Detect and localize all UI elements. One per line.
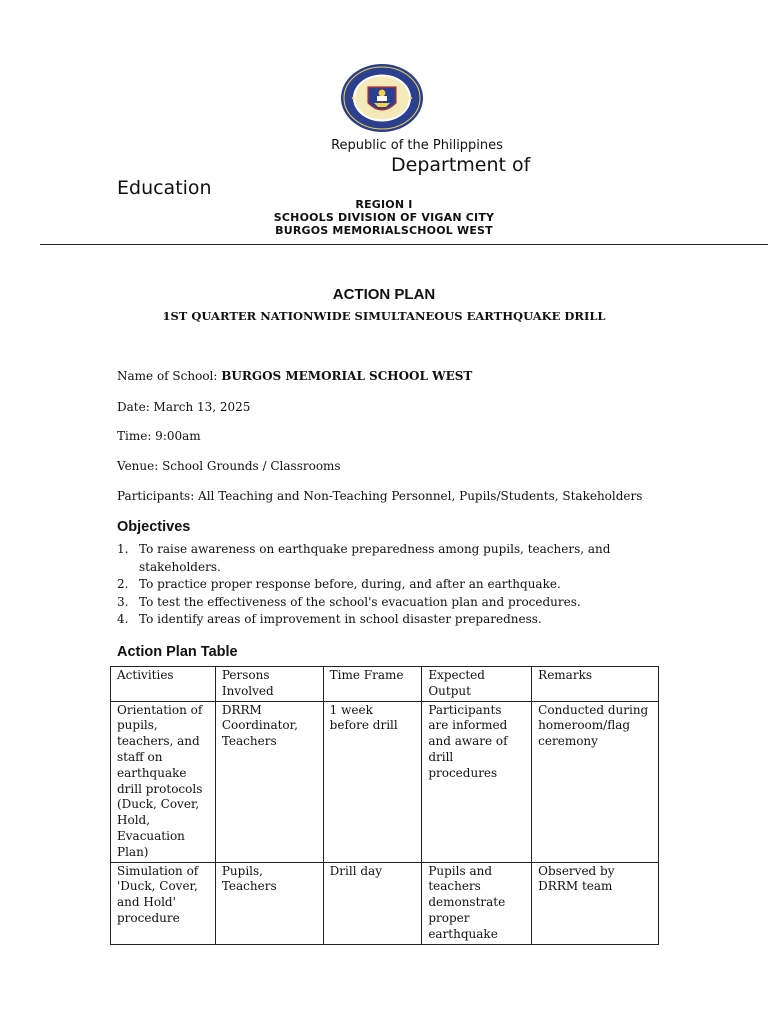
document-subtitle: 1ST QUARTER NATIONWIDE SIMULTANEOUS EARTHQUAKE DRILL	[162, 309, 606, 323]
school-name-field	[117, 369, 472, 383]
action-plan-table	[110, 666, 659, 945]
school-name-value: BURGOS MEMORIAL SCHOOL WEST	[221, 369, 473, 383]
department-heading-line2: Education	[117, 177, 212, 199]
objective-text: To identify areas of improvement in school disaster preparedness.	[139, 612, 542, 626]
list-item: 2. To practice proper response before, during, and after an earthquake.	[117, 577, 561, 591]
column-header-activities: Activities	[111, 667, 216, 702]
list-item: 4. To identify areas of improvement in school disaster preparedness.	[117, 612, 542, 626]
table-cell: DRRM Coordinator, Teachers	[215, 701, 323, 862]
table-cell: Pupils, Teachers	[215, 862, 323, 944]
table-cell: Participants are informed and aware of drill procedures	[422, 701, 532, 862]
school-line: BURGOS MEMORIALSCHOOL WEST	[275, 224, 493, 237]
table-cell: Drill day	[323, 862, 422, 944]
objectives-list	[117, 541, 657, 629]
column-header-time-frame: Time Frame	[323, 667, 422, 702]
time-field: Time: 9:00am	[117, 429, 201, 443]
participants-field: Participants: All Teaching and Non-Teaching Personnel, Pupils/Students, Stakeholders	[117, 489, 643, 503]
objective-text: To practice proper response before, during, and after an earthquake.	[139, 577, 561, 591]
table-row	[111, 701, 659, 862]
date-field: Date: March 13, 2025	[117, 400, 251, 414]
header-divider	[40, 244, 768, 245]
table-cell: Conducted during homeroom/flag ceremony	[532, 701, 659, 862]
region-line: REGION I	[355, 198, 413, 211]
deped-seal-logo	[339, 63, 425, 133]
objective-text: To test the effectiveness of the school's evacuation plan and procedures.	[139, 594, 581, 609]
column-header-remarks: Remarks	[532, 667, 659, 702]
table-row	[111, 862, 659, 944]
table-header-row	[111, 667, 659, 702]
list-item: 3. To test the effectiveness of the school's evacuation plan and procedures.	[117, 594, 581, 609]
republic-heading: Republic of the Philippines	[331, 138, 503, 153]
document-title: ACTION PLAN	[332, 286, 436, 303]
table-cell: Observed by DRRM team	[532, 862, 659, 944]
table-cell: Simulation of 'Duck, Cover, and Hold' procedure	[111, 862, 216, 944]
objectives-heading: Objectives	[117, 519, 191, 535]
list-item: 1. To raise awareness on earthquake preparedness among pupils, teachers, and stakeholders.	[117, 542, 611, 574]
venue-field: Venue: School Grounds / Classrooms	[117, 459, 341, 473]
table-cell: 1 week before drill	[323, 701, 422, 862]
column-header-persons-involved: Persons Involved	[215, 667, 323, 702]
action-plan-table-heading: Action Plan Table	[117, 644, 238, 660]
table-cell: Pupils and teachers demonstrate proper earthquake	[422, 862, 532, 944]
department-heading-line1: Department of	[391, 154, 531, 176]
division-line: SCHOOLS DIVISION OF VIGAN CITY	[273, 211, 495, 224]
school-name-label: Name of School:	[117, 369, 222, 383]
column-header-expected-output: Expected Output	[422, 667, 532, 702]
table-cell: Orientation of pupils, teachers, and staff on earthquake drill protocols (Duck, Cover, Hold, Evacuation Plan)	[111, 701, 216, 862]
objective-text: To raise awareness on earthquake preparedness among pupils, teachers, and stakeholders.	[139, 542, 611, 574]
